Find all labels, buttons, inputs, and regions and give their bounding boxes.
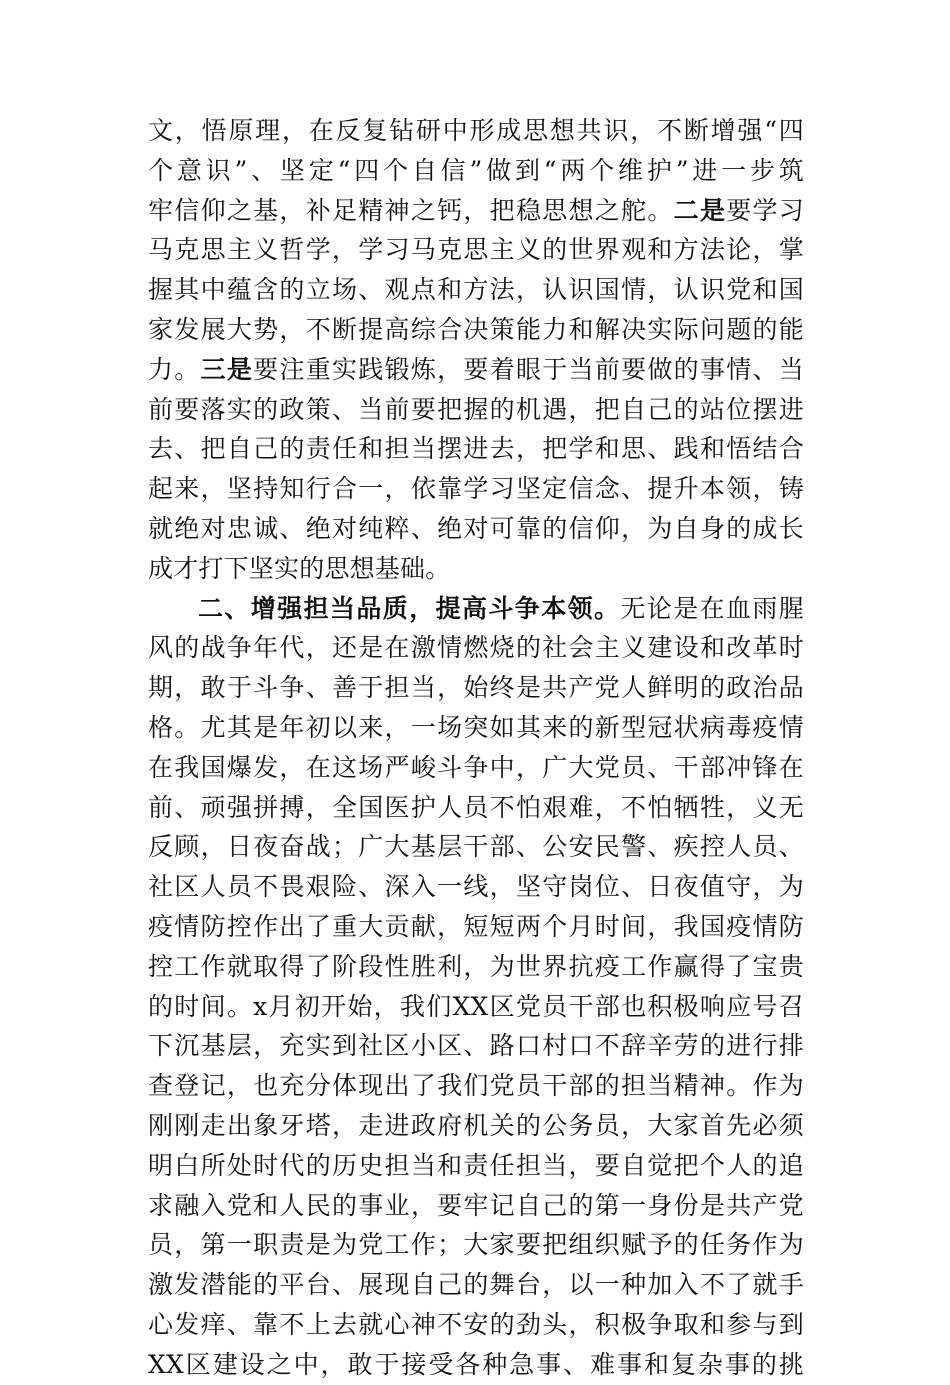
text-line: 查登记，也充分体现出了我们党员干部的担当精神。作为 <box>148 1071 804 1101</box>
text-line <box>148 350 804 390</box>
text-line: 期，敢于斗争、善于担当，始终是共产党人鲜明的政治品 <box>148 673 804 703</box>
text-line: 下沉基层，充实到社区小区、路口村口不辞辛劳的进行排 <box>148 1031 804 1061</box>
text-line: 员，第一职责是为党工作；大家要把组织赋予的任务作为 <box>148 1230 804 1260</box>
text-run: 力。 <box>148 354 201 384</box>
section-heading: 二、增强担当品质，提高斗争本领。 <box>198 593 621 623</box>
text-line: 控工作就取得了阶段性胜利，为世界抗疫工作赢得了宝贵 <box>148 951 804 981</box>
text-line: 成才打下坚实的思想基础。 <box>148 553 451 583</box>
text-line: 前、顽强拼搏，全国医护人员不怕艰难，不怕牺牲，义无 <box>148 792 804 822</box>
text-line: 的时间。x月初开始，我们XX区党员干部也积极响应号召 <box>148 991 804 1021</box>
text-line: 反顾，日夜奋战；广大基层干部、公安民警、疾控人员、 <box>148 832 804 862</box>
text-line: 激发潜能的平台、展现自己的舞台，以一种加入不了就手 <box>148 1270 804 1300</box>
text-line <box>148 191 804 231</box>
text-line: 格。尤其是年初以来，一场突如其来的新型冠状病毒疫情 <box>148 712 804 742</box>
text-line: 前要落实的政策、当前要把握的机遇，把自己的站位摆进 <box>148 394 804 424</box>
text-line <box>148 589 804 629</box>
text-line: XX区建设之中，敢于接受各种急事、难事和复杂事的挑 <box>148 1349 804 1379</box>
text-line: 明白所处时代的历史担当和责任担当，要自觉把个人的追 <box>148 1150 804 1180</box>
text-line: 去、把自己的责任和担当摆进去，把学和思、践和悟结合 <box>148 434 804 464</box>
text-line: 马克思主义哲学，学习马克思主义的世界观和方法论，掌 <box>148 235 804 265</box>
text-line: 风的战争年代，还是在激情燃烧的社会主义建设和改革时 <box>148 633 804 663</box>
text-run: 要学习 <box>726 195 804 225</box>
text-run: 牢信仰之基，补足精神之钙，把稳思想之舵。 <box>148 195 674 225</box>
text-line: 文，悟原理，在反复钻研中形成思想共识，不断增强“四 <box>148 116 804 145</box>
text-line: 疫情防控作出了重大贡献，短短两个月时间，我国疫情防 <box>148 911 804 941</box>
text-run: 无论是在血雨腥 <box>620 593 804 623</box>
text-line: 心发痒、靠不上去就心神不安的劲头，积极争取和参与到 <box>148 1309 804 1339</box>
body-text <box>148 111 804 1385</box>
bold-marker-three: 三是 <box>200 354 254 384</box>
text-line: 求融入党和人民的事业，要牢记自己的第一身份是共产党 <box>148 1190 804 1220</box>
text-line: 个意识”、坚定“四个自信”做到“两个维护”进一步筑 <box>148 155 804 185</box>
text-line: 刚刚走出象牙塔，走进政府机关的公务员，大家首先必须 <box>148 1110 804 1140</box>
bold-marker-two: 二是 <box>673 195 727 225</box>
text-line: 在我国爆发，在这场严峻斗争中，广大党员、干部冲锋在 <box>148 752 804 782</box>
text-line: 家发展大势，不断提高综合决策能力和解决实际问题的能 <box>148 314 804 344</box>
text-line: 握其中蕴含的立场、观点和方法，认识国情，认识党和国 <box>148 275 804 305</box>
text-line: 起来，坚持知行合一，依靠学习坚定信念、提升本领，铸 <box>148 474 804 504</box>
text-run: 要注重实践锻炼，要着眼于当前要做的事情、当 <box>253 354 804 384</box>
text-line: 就绝对忠诚、绝对纯粹、绝对可靠的信仰，为自身的成长 <box>148 513 804 543</box>
text-line: 社区人员不畏艰险、深入一线，坚守岗位、日夜值守，为 <box>148 872 804 902</box>
